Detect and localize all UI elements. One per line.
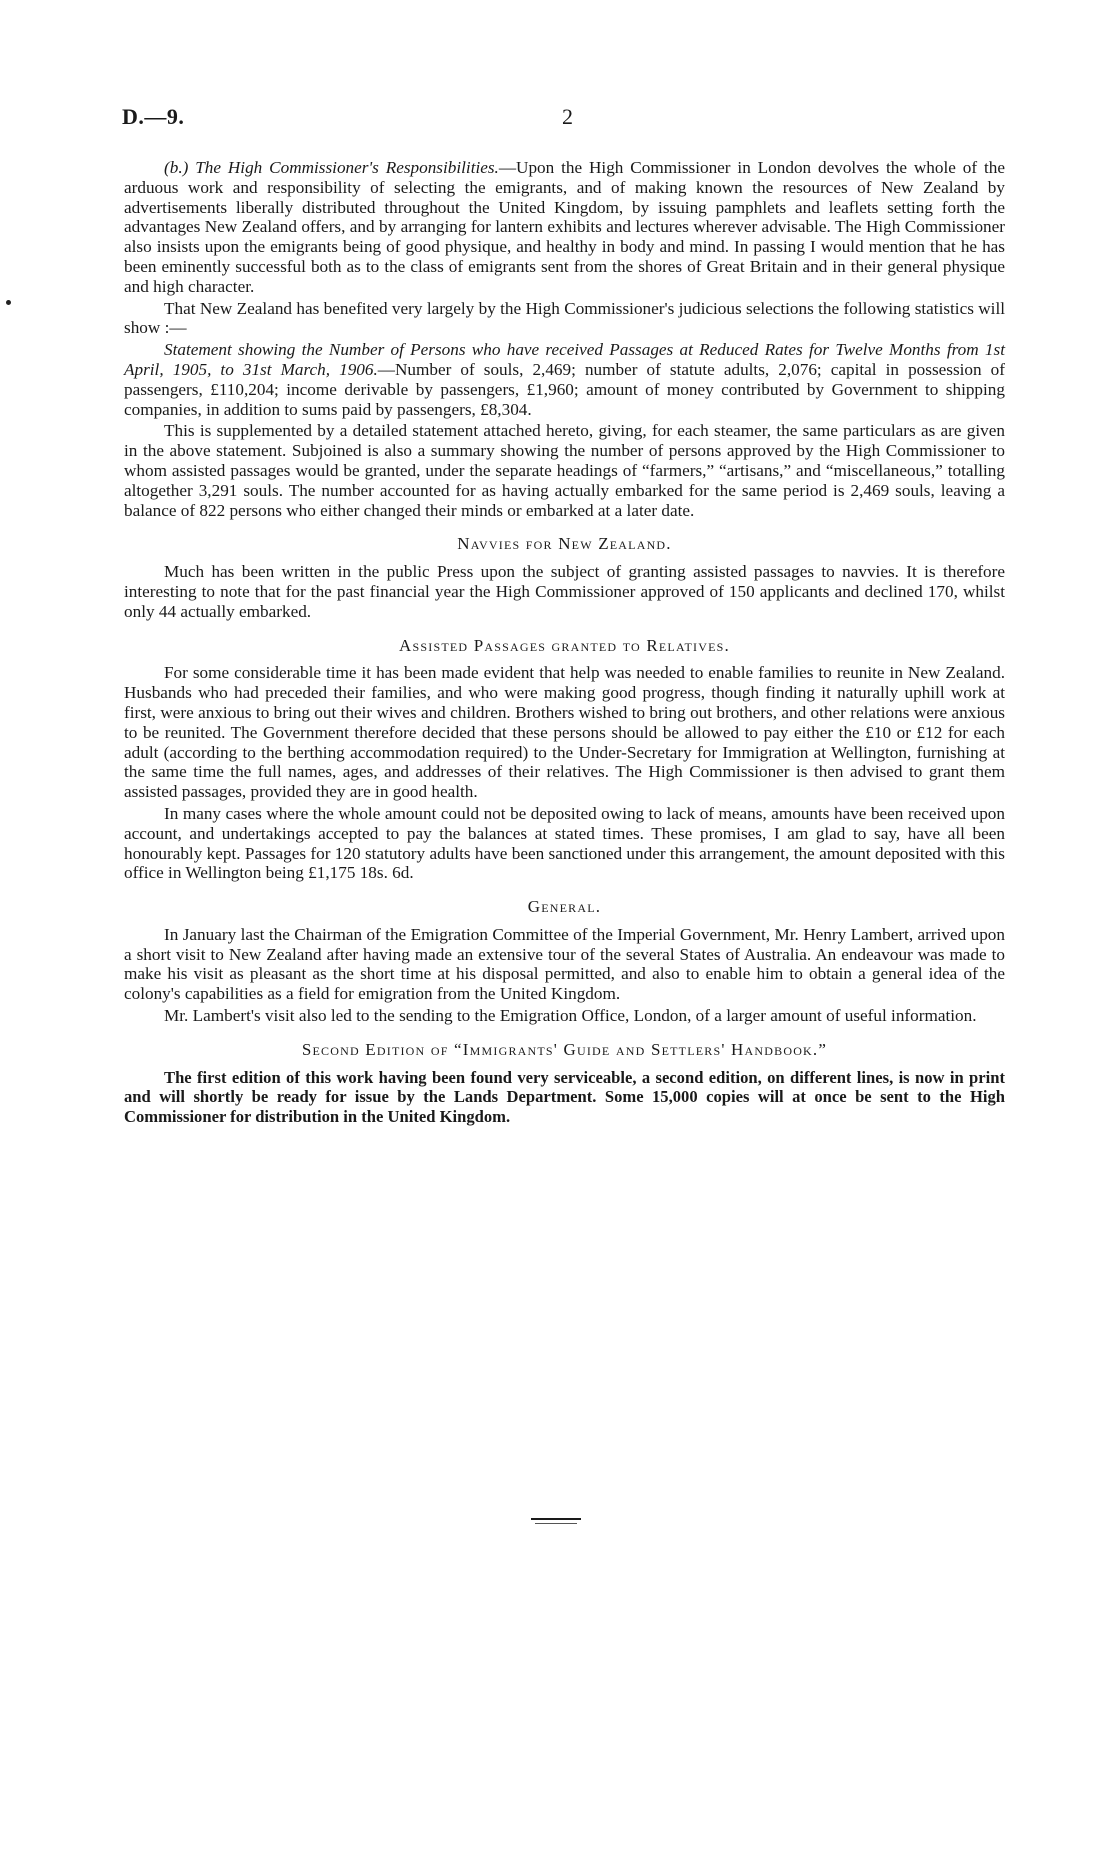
statement-paragraph: [124, 340, 1005, 419]
second-edition-paragraph: The first edition of this work having been found very serviceable, a second edition, on different lines, is now in print and will shortly be ready for issue by the Lands Department. Some 15,000 copies will at once be sent to the High Commissioner for distribution in the United Kingdom.: [124, 1067, 1005, 1127]
general-paragraph-2: Mr. Lambert's visit also led to the sending to the Emigration Office, London, of a larger amount of useful information.: [164, 1006, 977, 1026]
document-reference: D.—9.: [122, 104, 185, 129]
statement-text: —Number of souls, 2,469; number of statute adults, 2,076; capital in possession of passengers, £110,204; income derivable by passengers, £1,960; amount of money contributed by Government to shipping companies, in addition to sums paid by passengers, £8,304.: [124, 359, 1005, 419]
relatives-paragraph-2: In many cases where the whole amount could not be deposited owing to lack of means, amounts have been received upon account, and undertakings accepted to pay the balances at stated times. These promises, I am glad to say, have all been honourably kept. Passages for 120 statutory adults have been sanctioned under this arrangement, the amount deposited with this office in Wellington being £1,175 18s. 6d.: [124, 803, 1005, 883]
document-body: [124, 158, 1005, 1129]
navvies-heading: Navvies for New Zealand.: [457, 534, 672, 554]
statement-title: Statement showing the Number of Persons who have received Passages at Reduced Rates for Twelve Months from 1st April, 1905, to 31st March, 1906.: [124, 340, 1005, 379]
running-header: [122, 104, 1012, 134]
closing-rule: [531, 1518, 581, 1520]
responsibilities-label: (b.) The High Commissioner's Responsibilities.: [164, 158, 499, 177]
relatives-paragraph-1: For some considerable time it has been made evident that help was needed to enable families to reunite in New Zealand. Husbands who had preceded their families, and who were making good progress, though finding it naturally uphill work at first, were anxious to bring out their wives and children. Brothers wished to bring out brothers, and other relations were anxious to be reunited. The Government therefore decided that these persons should be allowed to pay either the £10 or £12 for each adult (according to the berthing accommodation required) to the Under-Secretary for Immigration at Wellington, furnishing at the same time the full names, ages, and addresses of their relatives. The High Commissioner is then advised to grant them assisted passages, provided they are in good health.: [124, 663, 1005, 802]
margin-mark: [6, 300, 11, 305]
statistics-intro-paragraph: That New Zealand has benefited very largely by the High Commissioner's judicious selections the following statistics will show :—: [124, 298, 1005, 338]
relatives-heading: Assisted Passages granted to Relatives.: [399, 635, 730, 655]
responsibilities-text: —Upon the High Commissioner in London devolves the whole of the arduous work and responsibility of selecting the emigrants, and of making known the resources of New Zealand by advertisements liberally distributed throughout the United Kingdom, by issuing pamphlets and leaflets setting forth the advantages New Zealand offers, and by arranging for lantern exhibits and lectures wherever advisable. The High Commissioner also insists upon the emigrants being of good physique, and healthy in body and mind. In passing I would mention that he has been eminently successful both as to the class of emigrants sent from the shores of Great Britain and in their general physique and high character.: [124, 158, 1005, 296]
responsibilities-paragraph: [124, 158, 1005, 297]
general-heading: General.: [527, 897, 602, 917]
page-number: 2: [562, 104, 573, 129]
navvies-paragraph: Much has been written in the public Press upon the subject of granting assisted passages to navvies. It is therefore interesting to note that for the past financial year the High Commissioner approved of 150 applicants and declined 170, whilst only 44 actually embarked.: [124, 562, 1005, 621]
closing-rule-secondary: [535, 1523, 577, 1524]
general-paragraph-1: In January last the Chairman of the Emigration Committee of the Imperial Government, Mr. Henry Lambert, arrived upon a short visit to New Zealand after having made an extensive tour of the several States of Australia. An endeavour was made to make his visit as pleasant as the short time at his disposal permitted, and also to enable him to obtain a general idea of the colony's capabilities as a field for emigration from the United Kingdom.: [124, 924, 1005, 1004]
second-edition-heading: Second Edition of “Immigrants' Guide and Settlers' Handbook.”: [301, 1039, 828, 1059]
supplement-paragraph: This is supplemented by a detailed statement attached hereto, giving, for each steamer, the same particulars as are given in the above statement. Subjoined is also a summary showing the number of persons approved by the High Commissioner to whom assisted passages would be granted, under the separate headings of “farmers,” “artisans,” and “miscellaneous,” totalling altogether 3,291 souls. The number accounted for as having actually embarked for the same period is 2,469 souls, leaving a balance of 822 persons who either changed their minds or embarked at a later date.: [124, 421, 1005, 520]
